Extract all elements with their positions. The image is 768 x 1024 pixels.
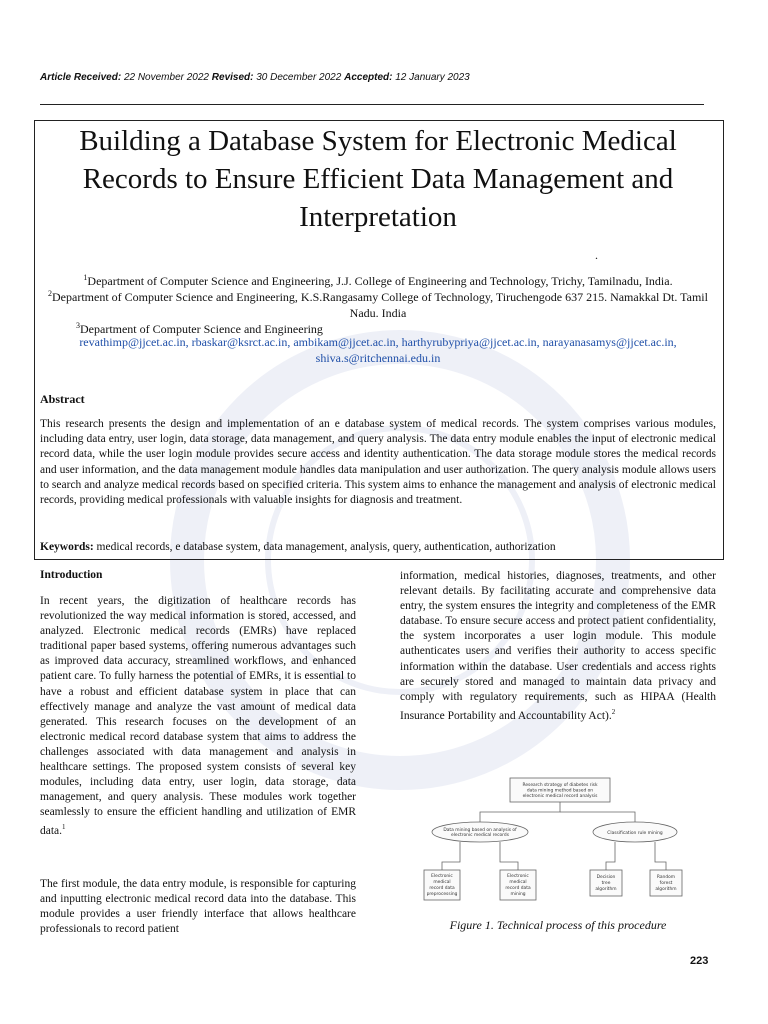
received-date: 22 November 2022: [123, 72, 209, 83]
node-root-line-3: electronic medical record analysis: [522, 794, 598, 799]
abstract-heading: Abstract: [40, 392, 85, 406]
edge-right-leaf4: [655, 842, 666, 870]
revised-label: Revised:: [211, 72, 254, 83]
affiliation-1: $^1$Department of Computer Science and Engineering, J.J. College of Engineering and Technology, Trichy, Tamilnadu, India.: [83, 273, 673, 288]
received-label: Article Received:: [40, 72, 122, 83]
node-record-mining-line-3: record data: [505, 886, 531, 891]
accepted-date: 12 January 2023: [395, 72, 470, 83]
node-classification-line-1: Classification rule mining: [607, 831, 663, 836]
intro-paragraph-2: The first module, the data entry module, is responsible for capturing and inputting electronic medical record data into the database. This module provides a user friendly interface that allows healthcare professionals to record patient: [40, 878, 356, 936]
edge-root-right: [560, 812, 635, 822]
paper-title: Building a Database System for Electronic Medical Records to Ensure Efficient Data Management and Interpretation: [79, 125, 677, 233]
node-random-forest-line-1: Random: [656, 875, 676, 880]
keywords-label: Keywords:: [40, 541, 94, 553]
edge-root-left: [480, 802, 560, 822]
node-random-forest-line-3: algorithm: [655, 887, 677, 892]
node-decision-tree-line-3: algorithm: [595, 887, 617, 892]
figure-1-diagram: [410, 770, 710, 910]
reference-1: 1: [62, 823, 66, 832]
right-paragraph-1: information, medical histories, diagnoses, treatments, and other relevant details. By facilitating accurate and comprehensive data entry, the system ensures the integrity and completeness of the EMR database. To ensure secure access and protect patient confidentiality, the system incorporates a user login module. This module authenticates users and verifies their authority to access specific information within the database. User credentials and access rights are securely stored and managed to maintain data privacy and comply with regulatory requirements, such as HIPAA (Health Insurance Portability and Accountability Act).$^2$: [400, 570, 716, 722]
affiliation-3: $^3$Department of Computer Science and Engineering: [76, 321, 323, 336]
accepted-label: Accepted:: [344, 72, 393, 83]
figure-1-caption: Figure 1. Technical process of this procedure: [449, 918, 667, 932]
node-data-mining-line-2: electronic medical records: [451, 833, 509, 838]
article-dates: [40, 72, 470, 83]
stray-dot: .: [595, 248, 598, 262]
keywords: [40, 541, 716, 553]
edge-right-leaf3: [606, 842, 615, 870]
node-preprocessing-line-4: preprocessing: [426, 892, 458, 897]
intro-paragraph-1: In recent years, the digitization of healthcare records has revolutionized the way medical information is stored, accessed, and analyzed. Electronic medical records (EMRs) have replaced traditional paper based systems, offering numerous advantages such as improved data accuracy, streamlined workflows, and enhanced patient care. To fully harness the potential of EMRs, it is essential to have a robust and efficient database system in place that can effectively manage and analyze the vast amount of medical data generated. This research focuses on the development of an electronic medical record database system that aims to address the challenges associated with data management and analysis in healthcare settings. The proposed system consists of several key modules, including data entry, user login, data storage, data management, and query analysis. These modules work together seamlessly to ensure the efficient handling and utilization of EMR data.$^1$: [40, 595, 356, 838]
node-record-mining-line-4: mining: [510, 892, 526, 897]
node-preprocessing-line-2: medical: [433, 880, 451, 885]
node-decision-tree-line-1: Decision: [596, 875, 616, 880]
node-root-line-1: Research strategy of diabetes risk: [522, 783, 598, 788]
header-rule: [40, 104, 704, 105]
node-record-mining-line-2: medical: [509, 880, 527, 885]
page-number: 223: [690, 955, 709, 967]
node-decision-tree-line-2: tree: [601, 881, 611, 886]
abstract-text: This research presents the design and implementation of an e database system of medical records. The system comprises various modules, including data entry, user login, data storage, data management, and query analysis. The data entry module enables the input of electronic medical record data, while the user login module provides secure access and identity authentication. The data storage module stores the medical records and user information, and the data management module handles data manipulation and user authorization. The query analysis module allows users to search and analyze medical records based on specified criteria. This system aims to enhance the management and analysis of electronic medical records, providing medical professionals with valuable insights for diagnosis and treatment.: [40, 418, 716, 507]
edge-left-leaf1: [442, 842, 460, 870]
node-record-mining-line-1: Electronic: [507, 874, 529, 879]
introduction-heading: Introduction: [40, 569, 103, 581]
node-random-forest-line-2: forest: [659, 881, 673, 886]
edge-left-leaf2: [500, 842, 518, 870]
node-preprocessing-line-1: Electronic: [431, 874, 453, 879]
reference-2: 2: [611, 707, 616, 716]
author-emails[interactable]: revathimp@jjcet.ac.in, rbaskar@ksrct.ac.in, ambikam@jjcet.ac.in, harthyrubypriya@jjcet.ac.in, narayanasamys@jjcet.ac.in, shiva.s@ritchennai.edu.in: [79, 335, 677, 365]
revised-date: 30 December 2022: [256, 72, 342, 83]
keywords-list: medical records, e database system, data management, analysis, query, authentication, authorization: [96, 541, 556, 553]
node-data-mining-line-1: Data mining based on analysis of: [443, 828, 517, 833]
node-preprocessing-line-3: record data: [429, 886, 455, 891]
node-root-line-2: data mining method based on: [526, 788, 594, 794]
affiliation-2: $^2$Department of Computer Science and Engineering, K.S.Rangasamy College of Technology, Tiruchengode 637 215. Namakkal Dt. Tamil Nadu. India: [48, 289, 708, 320]
